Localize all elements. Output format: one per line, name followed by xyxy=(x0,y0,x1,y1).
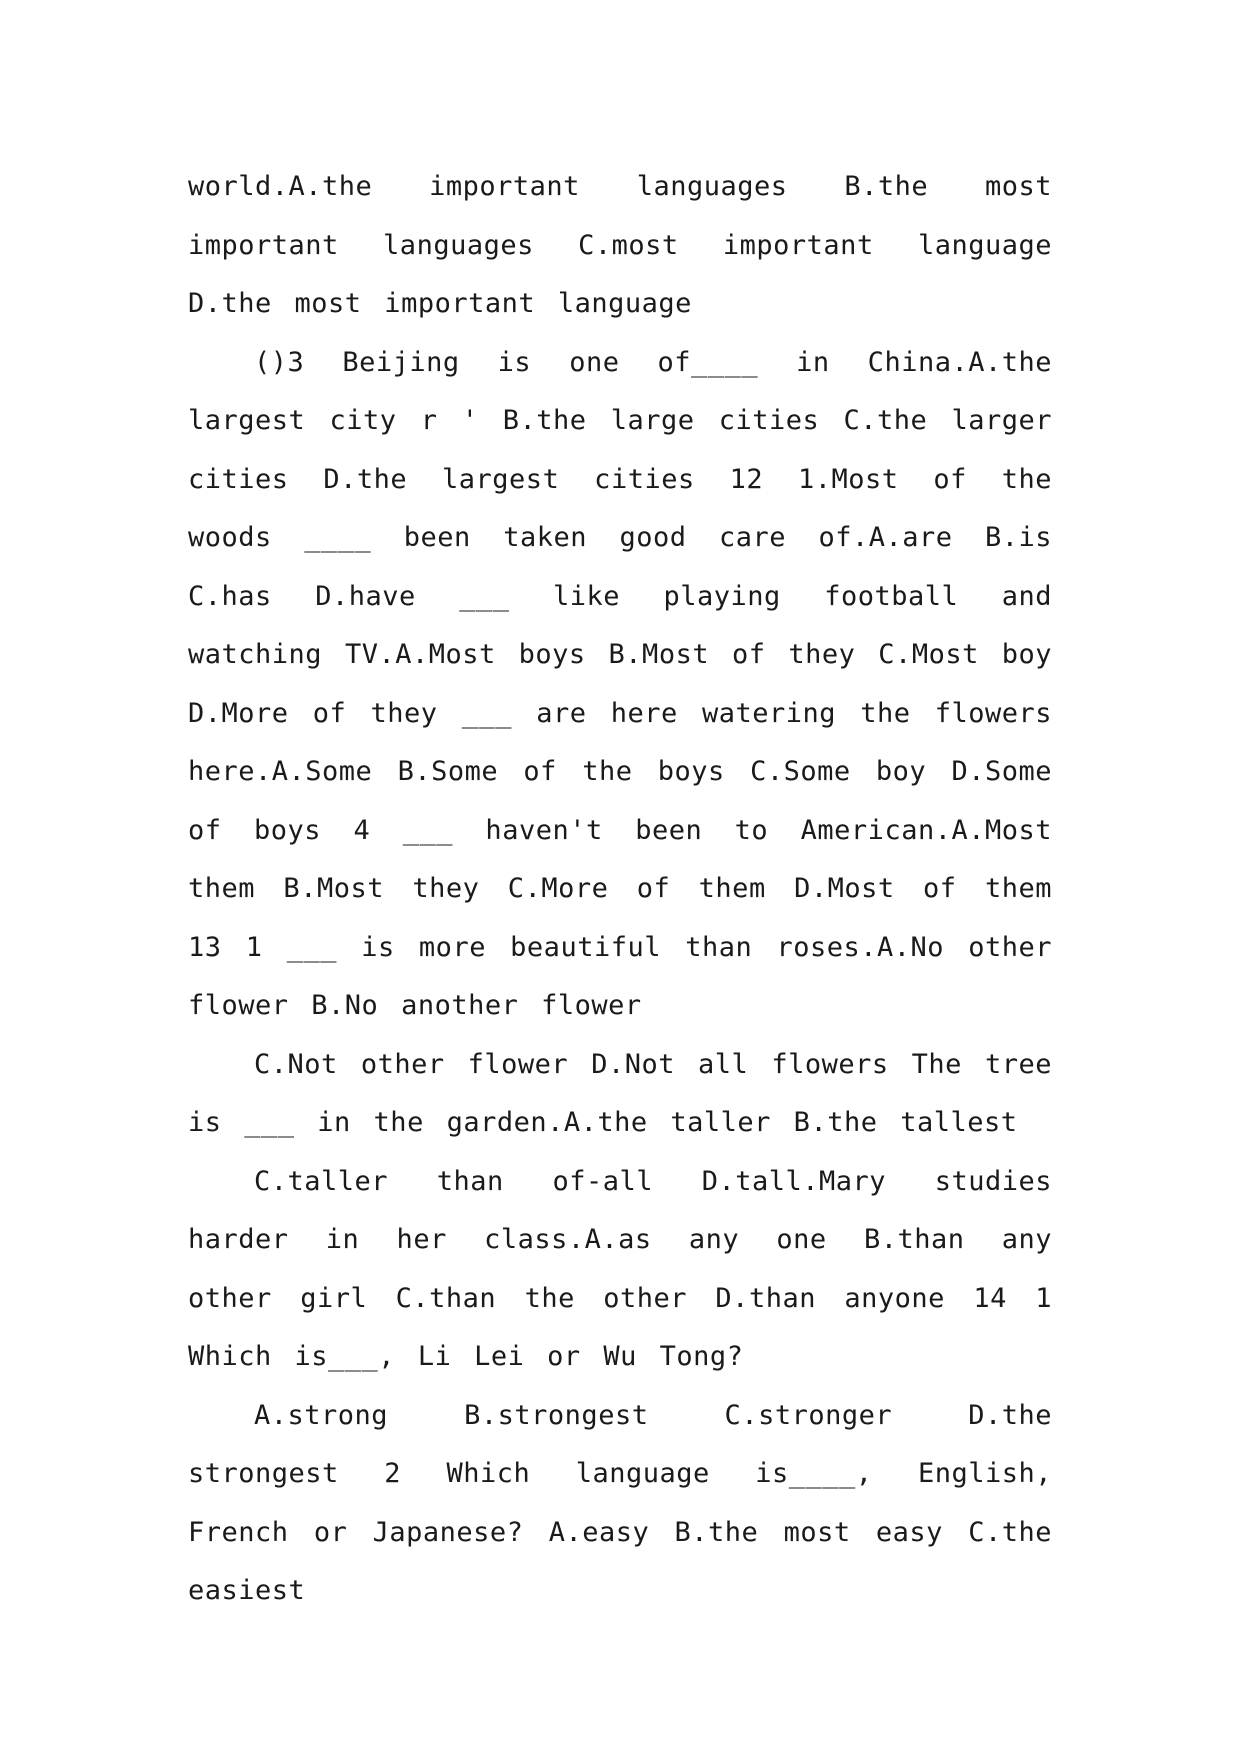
document-body xyxy=(188,158,1052,1621)
paragraph-2: ()3 Beijing is one of____ in China.A.the largest city r ' B.the large cities C.the larger cities D.the largest cities 12 1.Most of the woods ____ been taken good care of.A.are B.is C.has D.have ___ like playing football and watching TV.A.Most boys B.Most of they C.Most boy D.More of they ___ are here watering the flowers here.A.Some B.Some of the boys C.Some boy D.Some of boys 4 ___ haven't been to American.A.Most them B.Most they C.More of them D.Most of them 13 1 ___ is more beautiful than roses.A.No other flower B.No another flower xyxy=(188,346,1052,1021)
paragraph-4: C.taller than of-all D.tall.Mary studies harder in her class.A.as any one B.than any other girl C.than the other D.than anyone 14 1 Which is___, Li Lei or Wu Tong? xyxy=(188,1165,1052,1372)
paragraph-1: world.A.the important languages B.the most important languages C.most important language D.the most important language xyxy=(188,171,1052,319)
paragraph-3: C.Not other flower D.Not all flowers The tree is ___ in the garden.A.the taller B.the tallest xyxy=(188,1048,1052,1138)
paragraph-5: A.strong B.strongest C.stronger D.the strongest 2 Which language is____, English, French or Japanese? A.easy B.the most easy C.the easiest xyxy=(188,1399,1052,1606)
